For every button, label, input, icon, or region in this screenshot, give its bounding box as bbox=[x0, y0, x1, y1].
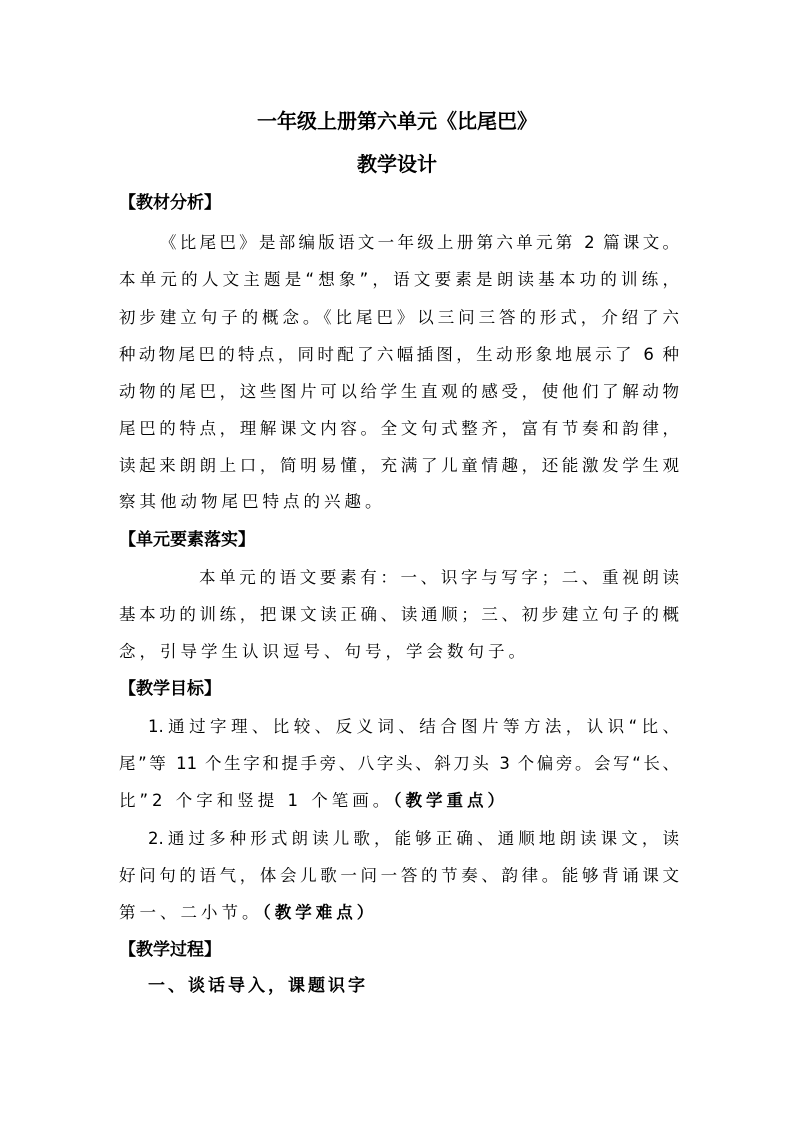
line-text: 第一、二小节。 bbox=[119, 903, 263, 922]
emphasis-key-point: （教学重点） bbox=[393, 791, 509, 810]
line-text: 比”2 个字和竖提 1 个笔画。 bbox=[119, 791, 394, 810]
paragraph-line: 种动物尾巴的特点，同时配了六幅插图，生动形象地展示了 6 种 bbox=[119, 345, 679, 364]
paragraph-line: 本单元的人文主题是“想象”，语文要素是朗读基本功的训练， bbox=[119, 270, 679, 289]
paragraph-line: 1.通过字理、比较、反义词、结合图片等方法，认识“比、 bbox=[148, 717, 679, 736]
document-title: 一年级上册第六单元《比尾巴》 bbox=[257, 109, 537, 133]
section-heading: 【教学过程】 bbox=[119, 940, 221, 960]
paragraph-line bbox=[119, 903, 679, 923]
paragraph-line: 尾巴的特点，理解课文内容。全文句式整齐，富有节奏和韵律， bbox=[119, 419, 679, 438]
emphasis-difficult-point: （教学难点） bbox=[262, 903, 378, 922]
section-heading: 【单元要素落实】 bbox=[119, 530, 255, 550]
paragraph-line: 尾”等 11 个生字和提手旁、八字头、斜刀头 3 个偏旁。会写“长、 bbox=[119, 754, 679, 773]
subsection-heading: 一、谈话导入，课题识字 bbox=[148, 976, 368, 996]
section-heading: 【教学目标】 bbox=[119, 679, 221, 699]
paragraph-line: 读起来朗朗上口，简明易懂，充满了儿童情趣，还能激发学生观 bbox=[119, 456, 679, 475]
paragraph-line: 念，引导学生认识逗号、句号，学会数句子。 bbox=[119, 642, 529, 661]
paragraph-line: 基本功的训练，把课文读正确、读通顺；三、初步建立句子的概 bbox=[119, 605, 679, 624]
section-heading: 【教材分析】 bbox=[119, 193, 221, 213]
paragraph-line: 好问句的语气，体会儿歌一问一答的节奏、韵律。能够背诵课文 bbox=[119, 866, 679, 885]
paragraph-line: 本单元的语文要素有：一、识字与写字；二、重视朗读 bbox=[199, 568, 679, 587]
paragraph-line: 《比尾巴》是部编版语文一年级上册第六单元第 2 篇课文。 bbox=[160, 233, 679, 252]
document-subtitle: 教学设计 bbox=[357, 152, 437, 176]
paragraph-line: 2.通过多种形式朗读儿歌，能够正确、通顺地朗读课文，读 bbox=[148, 829, 679, 848]
paragraph-line: 察其他动物尾巴特点的兴趣。 bbox=[119, 492, 386, 511]
paragraph-line: 动物的尾巴，这些图片可以给学生直观的感受，使他们了解动物 bbox=[119, 382, 679, 401]
paragraph-line bbox=[119, 791, 679, 811]
paragraph-line: 初步建立句子的概念。《比尾巴》以三问三答的形式，介绍了六 bbox=[119, 308, 679, 327]
